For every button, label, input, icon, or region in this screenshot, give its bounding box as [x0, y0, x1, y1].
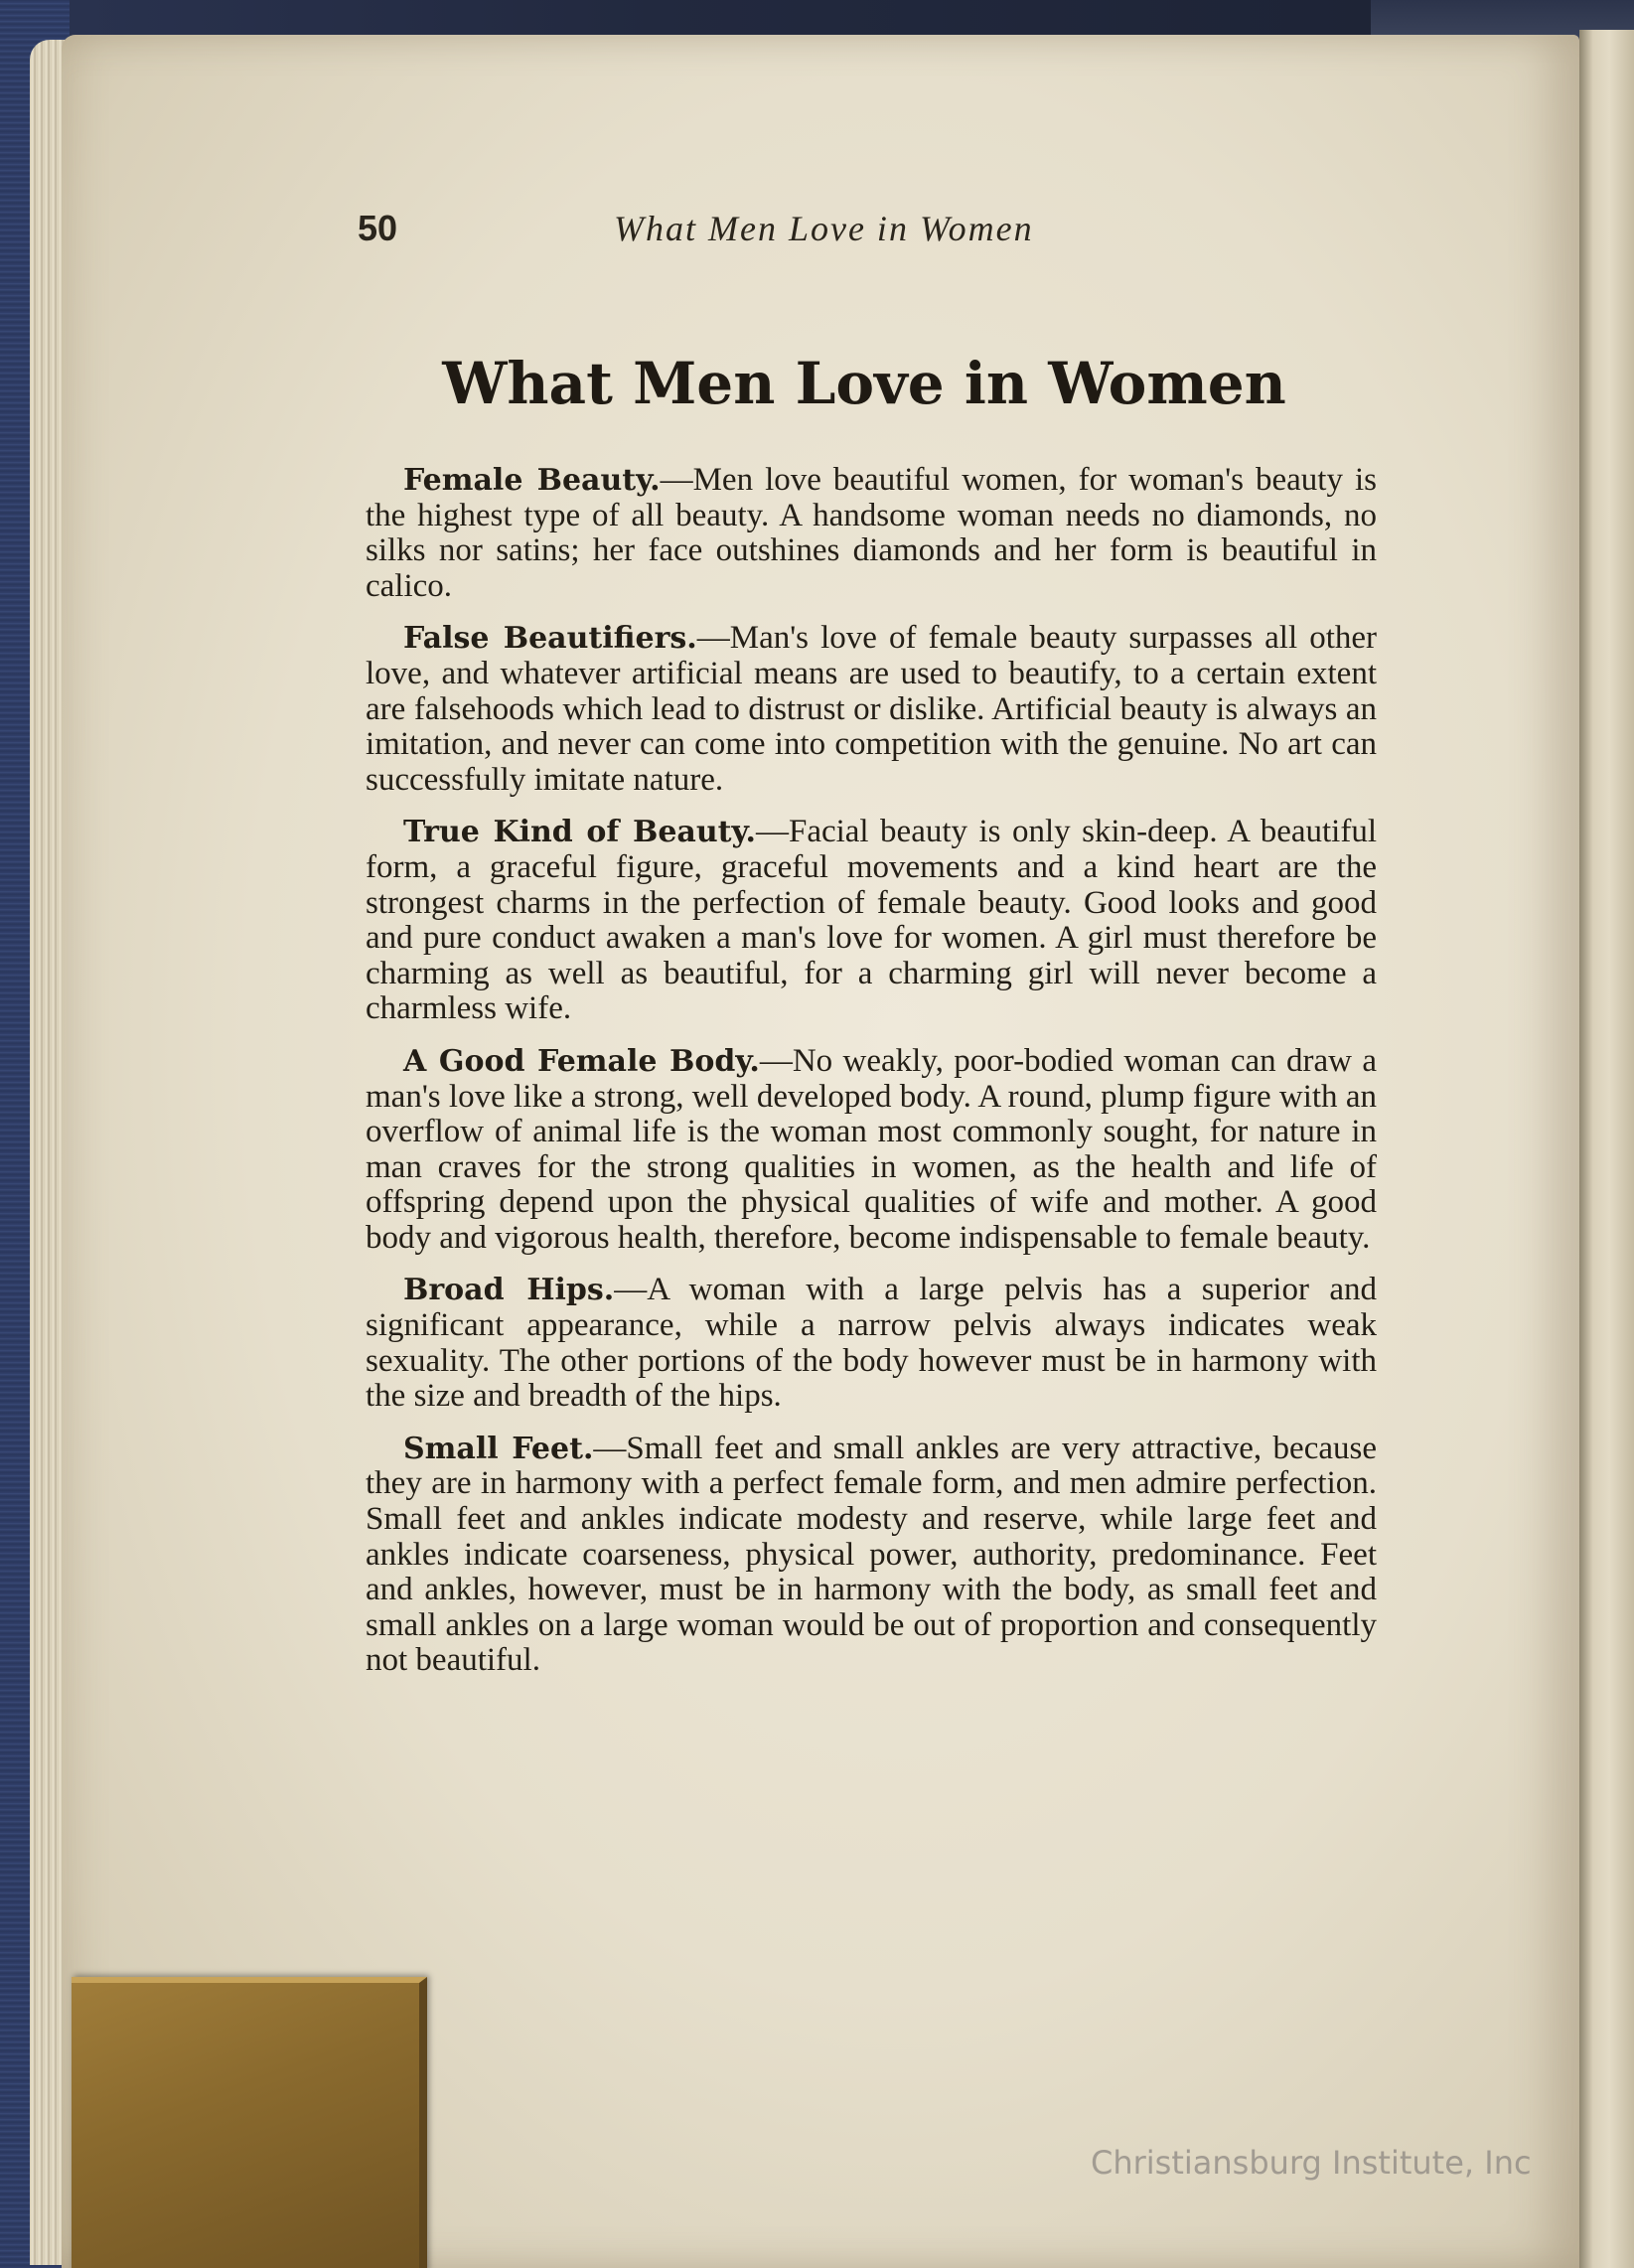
paragraph: [366, 463, 1377, 604]
paragraph-heading: False Beautifiers.: [403, 621, 697, 657]
paragraph-heading: True Kind of Beauty.: [403, 815, 756, 850]
page-number: 50: [358, 208, 398, 248]
body-text: [366, 463, 1377, 1696]
paragraph-text: —Facial beauty is only skin-deep. A beautiful form, a graceful figure, graceful movements and a kind heart are the strongest charms in the perfection of female beauty. Good looks and good and pure conduct awaken a man's love for women. A girl must therefore be charming as well as beautiful, for a charming girl will never become a charmless wife.: [366, 814, 1378, 1027]
watermark: Christiansburg Institute, Inc: [1091, 2144, 1532, 2182]
chapter-title: What Men Love in Women: [442, 350, 1286, 417]
next-page-edge: [1579, 30, 1634, 2268]
ribbon-bookmark: [72, 1977, 427, 2268]
paragraph-text: —Man's love of female beauty surpasses all other love, and whatever artificial means are used to beautify, to a certain extent are falsehoods which lead to distrust or dislike. Artificial beauty is always an imitation, and never can come into competition with the genuine. No art can successfully imitate nature.: [366, 620, 1377, 798]
paragraph: [366, 1273, 1377, 1414]
paragraph: [366, 815, 1377, 1027]
paragraph: [366, 1432, 1377, 1679]
paragraph-text: —Small feet and small ankles are very attractive, because they are in harmony with a perfect female form, and men admire perfection. Small feet and ankles indicate modesty and reserve, while large feet and ankles indicate coarseness, physical power, authority, predominance. Feet and ankles, however, must be in harmony with the body, as small feet and small ankles on a large woman would be out of proportion and consequently not beautiful.: [366, 1430, 1377, 1679]
running-title: What Men Love in Women: [614, 209, 1034, 248]
paragraph-heading: Broad Hips.: [403, 1273, 615, 1308]
paragraph-heading: Small Feet.: [403, 1431, 594, 1466]
paragraph: [366, 1044, 1377, 1257]
paragraph-heading: Female Beauty.: [403, 463, 661, 498]
paragraph-heading: A Good Female Body.: [403, 1043, 760, 1079]
paragraph-text: —A woman with a large pelvis has a superior and significant appearance, while a narrow pelvis always indicates weak sexuality. The other portions of the body however must be in harmony with the size and breadth of the hips.: [366, 1272, 1377, 1415]
paragraph-text: —Men love beautiful women, for woman's beauty is the highest type of all beauty. A handsome woman needs no diamonds, no silks nor satins; her face outshines diamonds and her form is beautiful in calico.: [366, 462, 1377, 604]
running-head: [358, 204, 1470, 263]
paragraph-text: —No weakly, poor-bodied woman can draw a man's love like a strong, well developed body. A round, plump figure with an overflow of animal life is the woman most commonly sought, for nature in man craves for the strong qualities in women, as the health and life of offspring depend upon the physical qualities of wife and mother. A good body and vigorous health, therefore, become indispensable to female beauty.: [366, 1042, 1378, 1256]
paragraph: [366, 621, 1377, 798]
